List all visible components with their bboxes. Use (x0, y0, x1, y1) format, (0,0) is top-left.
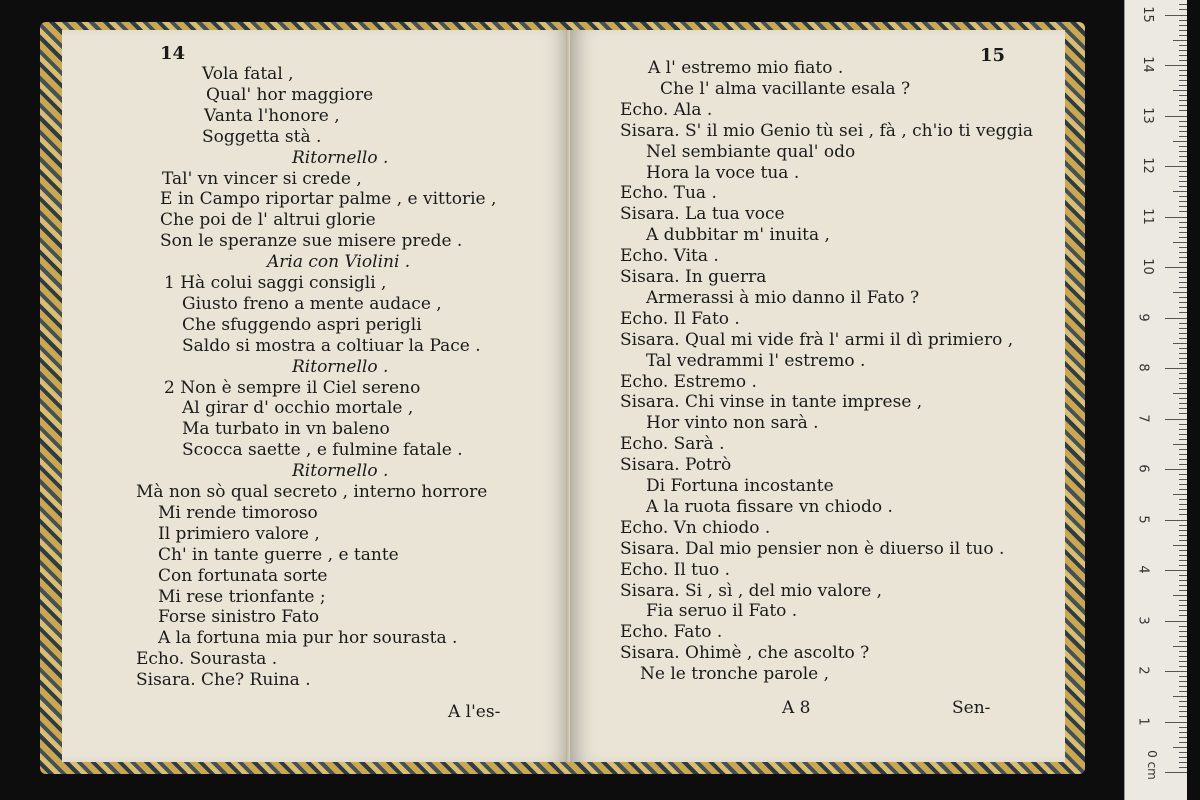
catchword: Sen- (952, 698, 991, 718)
ruler-tick (1179, 575, 1187, 576)
text-line: Che l' alma vacillante esala ? (660, 78, 911, 99)
ruler-tick (1173, 646, 1187, 647)
text-line: A la fortuna mia pur hor sourasta . (158, 628, 458, 649)
ruler-number: 3 (1135, 615, 1151, 625)
ruler-tick (1179, 60, 1187, 61)
ruler-number: 13 (1139, 106, 1155, 124)
text-line: Soggetta stà . (202, 126, 322, 147)
ruler-tick (1179, 363, 1187, 364)
ruler-tick (1173, 393, 1187, 394)
text-line: Echo. Sourasta . (136, 649, 278, 670)
ruler-tick (1179, 656, 1187, 657)
ruler-tick (1179, 131, 1187, 132)
ruler-tick (1179, 373, 1187, 374)
left-page (62, 30, 570, 762)
ruler-tick (1179, 348, 1187, 349)
text-line: Vanta l'honore , (204, 105, 340, 126)
ruler-tick (1179, 752, 1187, 753)
ruler-tick (1179, 610, 1187, 611)
ruler-tick (1179, 307, 1187, 308)
text-line: Ne le tronche parole , (640, 664, 830, 685)
ruler-tick (1179, 232, 1187, 233)
text-line: Tal' vn vincer si crede , (162, 168, 362, 189)
ruler-tick (1179, 237, 1187, 238)
ruler-tick (1165, 116, 1187, 117)
ruler-tick (1179, 181, 1187, 182)
text-line: Armerassi à mio danno il Fato ? (646, 287, 920, 308)
ruler-number: 14 (1139, 56, 1155, 73)
ruler-tick (1179, 600, 1187, 601)
ruler-tick (1173, 545, 1187, 546)
text-line: Ma turbato in vn baleno (182, 419, 390, 440)
ruler-tick (1179, 20, 1187, 21)
text-line: Echo. Estremo . (620, 371, 757, 392)
text-line: Echo. Vita . (620, 246, 719, 267)
text-line: Il primiero valore , (158, 523, 320, 544)
ruler-number: 10 (1139, 258, 1155, 275)
ruler-tick (1179, 297, 1187, 298)
ruler-tick (1179, 262, 1187, 263)
ruler-tick (1179, 121, 1187, 122)
ruler-tick (1179, 100, 1187, 101)
text-line: Mi rese trionfante ; (158, 586, 326, 607)
ruler-tick (1179, 605, 1187, 606)
text-line: Ritornello . (292, 356, 389, 377)
ruler-tick (1179, 681, 1187, 682)
ruler-tick (1165, 217, 1187, 218)
ruler-tick (1179, 479, 1187, 480)
ruler-tick (1179, 550, 1187, 551)
ruler-tick (1179, 732, 1187, 733)
ruler-tick (1179, 641, 1187, 642)
ruler-tick (1179, 353, 1187, 354)
ruler-tick (1179, 196, 1187, 197)
text-line: Aria con Violini . (267, 252, 411, 273)
ruler-tick (1179, 716, 1187, 717)
ruler-tick (1165, 469, 1187, 470)
ruler-tick (1179, 631, 1187, 632)
page-number: 15 (980, 45, 1006, 66)
text-line: Sisara. In guerra (620, 267, 767, 287)
ruler-number: 11 (1139, 207, 1155, 225)
text-line: Hor vinto non sarà . (646, 413, 819, 434)
text-line: Fia seruo il Fato . (646, 601, 798, 622)
ruler-tick (1179, 706, 1187, 707)
ruler-tick (1179, 686, 1187, 687)
text-line: Giusto freno a mente audace , (182, 293, 442, 314)
text-line: Echo. Ala . (620, 99, 713, 120)
ruler-tick (1179, 509, 1187, 510)
ruler-tick (1179, 403, 1187, 404)
ruler-number: 9 (1135, 312, 1151, 322)
ruler-tick (1179, 55, 1187, 56)
ruler-tick (1179, 504, 1187, 505)
text-line: Che sfuggendo aspri perigli (182, 314, 422, 335)
ruler-tick (1179, 767, 1187, 768)
ruler-tick (1173, 444, 1187, 445)
ruler-tick (1179, 737, 1187, 738)
ruler-tick (1179, 408, 1187, 409)
ruler-tick (1179, 439, 1187, 440)
ruler-tick (1179, 201, 1187, 202)
ruler-tick (1179, 499, 1187, 500)
ruler-tick (1179, 454, 1187, 455)
catchword: A l'es- (448, 702, 501, 722)
ruler-tick (1165, 772, 1187, 773)
text-line: Echo. Vn chiodo . (620, 517, 771, 538)
text-line: Ch' in tante guerre , e tante (158, 544, 399, 565)
ruler-tick (1179, 484, 1187, 485)
ruler-tick (1179, 434, 1187, 435)
ruler-tick (1179, 540, 1187, 541)
ruler-tick (1179, 742, 1187, 743)
ruler-tick (1179, 171, 1187, 172)
ruler-tick (1179, 146, 1187, 147)
text-line: Son le speranze sue misere prede . (160, 231, 463, 252)
ruler-tick (1179, 727, 1187, 728)
text-line: Vola fatal , (202, 64, 294, 84)
ruler-tick (1179, 429, 1187, 430)
ruler-tick (1173, 40, 1187, 41)
ruler-tick (1173, 343, 1187, 344)
ruler-tick (1179, 666, 1187, 667)
ruler-tick (1179, 95, 1187, 96)
ruler-tick (1179, 4, 1187, 5)
ruler-tick (1173, 141, 1187, 142)
ruler-tick (1179, 222, 1187, 223)
ruler-tick (1179, 424, 1187, 425)
text-line: Sisara. Ohimè , che ascolto ? (620, 643, 870, 664)
text-line: Sisara. Qual mi vide frà l' armi il dì primiero , (620, 329, 1014, 350)
ruler-tick (1179, 151, 1187, 152)
text-line: Echo. Il tuo . (620, 559, 731, 580)
signature-mark: A 8 (782, 698, 811, 718)
ruler-tick (1165, 520, 1187, 521)
ruler-tick (1179, 626, 1187, 627)
ruler-tick (1165, 419, 1187, 420)
ruler-tick (1179, 282, 1187, 283)
ruler-number: 12 (1139, 157, 1155, 174)
ruler-number: 7 (1135, 413, 1151, 423)
ruler-tick (1179, 474, 1187, 475)
ruler-tick (1179, 206, 1187, 207)
ruler-tick (1165, 671, 1187, 672)
ruler-tick (1179, 636, 1187, 637)
ruler-tick (1179, 535, 1187, 536)
text-line: Con fortunata sorte (158, 565, 328, 586)
text-line: Sisara. Che? Ruina . (136, 670, 311, 691)
ruler-tick (1179, 312, 1187, 313)
text-line: Che poi de l' altrui glorie (160, 210, 376, 231)
ruler-number: 4 (1135, 565, 1151, 574)
text-line: Mà non sò qual secreto , interno horrore (136, 482, 488, 502)
text-line: Echo. Il Fato . (620, 308, 740, 329)
ruler-tick (1173, 747, 1187, 748)
ruler-tick (1179, 383, 1187, 384)
ruler-number: 2 (1135, 666, 1151, 675)
ruler-tick (1179, 413, 1187, 414)
text-line: Echo. Fato . (620, 622, 723, 643)
ruler-number: 6 (1135, 464, 1151, 473)
text-line: Sisara. S' il mio Genio tù sei , fà , ch'io ti veggia (620, 120, 1034, 141)
ruler-tick (1179, 30, 1187, 31)
ruler-tick (1179, 615, 1187, 616)
ruler-tick (1179, 176, 1187, 177)
ruler-tick (1165, 15, 1187, 16)
text-line: A l' estremo mio fiato . (648, 58, 844, 78)
ruler-tick (1179, 514, 1187, 515)
right-page (570, 30, 1065, 762)
ruler-tick (1179, 691, 1187, 692)
ruler-tick (1179, 80, 1187, 81)
ruler-tick (1179, 161, 1187, 162)
ruler-tick (1179, 565, 1187, 566)
ruler-tick (1179, 530, 1187, 531)
ruler-tick (1179, 136, 1187, 137)
text-line: 1 Hà colui saggi consigli , (164, 273, 387, 293)
text-line: Tal vedrammi l' estremo . (646, 350, 866, 371)
ruler-number: 8 (1135, 363, 1151, 372)
text-line: E in Campo riportar palme , e vittorie , (160, 189, 497, 210)
text-line: Saldo si mostra a coltiuar la Pace . (182, 335, 481, 356)
text-line: A la ruota fissare vn chiodo . (646, 496, 893, 517)
ruler-unit-label: 0 cm (1144, 750, 1159, 780)
ruler-tick (1179, 105, 1187, 106)
ruler-tick (1179, 227, 1187, 228)
ruler-tick (1165, 166, 1187, 167)
ruler-tick (1165, 722, 1187, 723)
ruler-tick (1179, 126, 1187, 127)
ruler-tick (1179, 45, 1187, 46)
ruler-number: 1 (1135, 716, 1151, 726)
text-line: Scocca saette , e fulmine fatale . (182, 440, 463, 461)
ruler-tick (1179, 661, 1187, 662)
ruler-tick (1179, 464, 1187, 465)
text-line: Ritornello . (292, 147, 389, 168)
ruler-tick (1179, 590, 1187, 591)
ruler-tick (1179, 272, 1187, 273)
ruler-tick (1179, 328, 1187, 329)
ruler-tick (1179, 247, 1187, 248)
text-line: Al girar d' occhio mortale , (182, 398, 414, 419)
ruler-tick (1165, 65, 1187, 66)
ruler-tick (1179, 525, 1187, 526)
text-line: Ritornello . (292, 461, 389, 482)
ruler-tick (1179, 757, 1187, 758)
text-line: Nel sembiante qual' odo (646, 141, 856, 162)
ruler-number: 5 (1135, 514, 1151, 524)
page-number: 14 (160, 43, 186, 64)
ruler-tick (1179, 302, 1187, 303)
ruler-tick (1179, 651, 1187, 652)
ruler-tick (1179, 287, 1187, 288)
ruler-tick (1179, 333, 1187, 334)
ruler-tick (1165, 368, 1187, 369)
text-line: A dubbitar m' inuita , (646, 225, 830, 246)
ruler-tick (1179, 156, 1187, 157)
ruler-tick (1179, 25, 1187, 26)
ruler-tick (1179, 277, 1187, 278)
ruler-tick (1173, 90, 1187, 91)
ruler-tick (1179, 762, 1187, 763)
ruler-tick (1179, 585, 1187, 586)
ruler-number: 15 (1139, 5, 1155, 23)
ruler-tick (1173, 494, 1187, 495)
ruler-tick (1173, 191, 1187, 192)
text-line: Di Fortuna incostante (646, 476, 834, 496)
text-line: Hora la voce tua . (646, 162, 800, 183)
text-line: Echo. Sarà . (620, 434, 725, 455)
ruler-tick (1179, 580, 1187, 581)
ruler-tick (1179, 676, 1187, 677)
ruler-tick (1179, 75, 1187, 76)
ruler-tick (1179, 35, 1187, 36)
ruler-tick (1179, 358, 1187, 359)
ruler-tick (1179, 378, 1187, 379)
ruler-tick (1179, 711, 1187, 712)
ruler-tick (1179, 323, 1187, 324)
ruler-tick (1173, 292, 1187, 293)
ruler-tick (1173, 696, 1187, 697)
ruler-tick (1179, 70, 1187, 71)
measurement-ruler (1124, 0, 1187, 800)
ruler-tick (1179, 211, 1187, 212)
text-line: Forse sinistro Fato (158, 607, 320, 628)
ruler-tick (1179, 459, 1187, 460)
ruler-tick (1179, 252, 1187, 253)
ruler-tick (1179, 50, 1187, 51)
ruler-tick (1179, 701, 1187, 702)
ruler-tick (1179, 560, 1187, 561)
ruler-tick (1165, 621, 1187, 622)
ruler-tick (1173, 242, 1187, 243)
ruler-tick (1179, 338, 1187, 339)
text-line: Sisara. La tua voce (620, 204, 785, 225)
ruler-tick (1179, 398, 1187, 399)
ruler-tick (1165, 267, 1187, 268)
ruler-tick (1165, 570, 1187, 571)
text-line: Sisara. Potrò (620, 455, 732, 476)
text-line: 2 Non è sempre il Ciel sereno (164, 377, 421, 398)
ruler-tick (1165, 318, 1187, 319)
text-line: Echo. Tua . (620, 183, 717, 204)
text-line: Qual' hor maggiore (206, 84, 374, 105)
ruler-tick (1173, 595, 1187, 596)
text-line: Sisara. Dal mio pensier non è diuerso il tuo . (620, 538, 1005, 559)
ruler-tick (1179, 9, 1187, 10)
text-line: Sisara. Si , sì , del mio valore , (620, 580, 883, 601)
ruler-tick (1179, 85, 1187, 86)
ruler-tick (1179, 489, 1187, 490)
ruler-tick (1179, 555, 1187, 556)
ruler-tick (1179, 449, 1187, 450)
ruler-tick (1179, 186, 1187, 187)
text-line: Mi rende timoroso (158, 502, 318, 523)
ruler-tick (1179, 257, 1187, 258)
ruler-tick (1179, 388, 1187, 389)
text-line: Sisara. Chi vinse in tante imprese , (620, 392, 923, 413)
ruler-tick (1179, 110, 1187, 111)
